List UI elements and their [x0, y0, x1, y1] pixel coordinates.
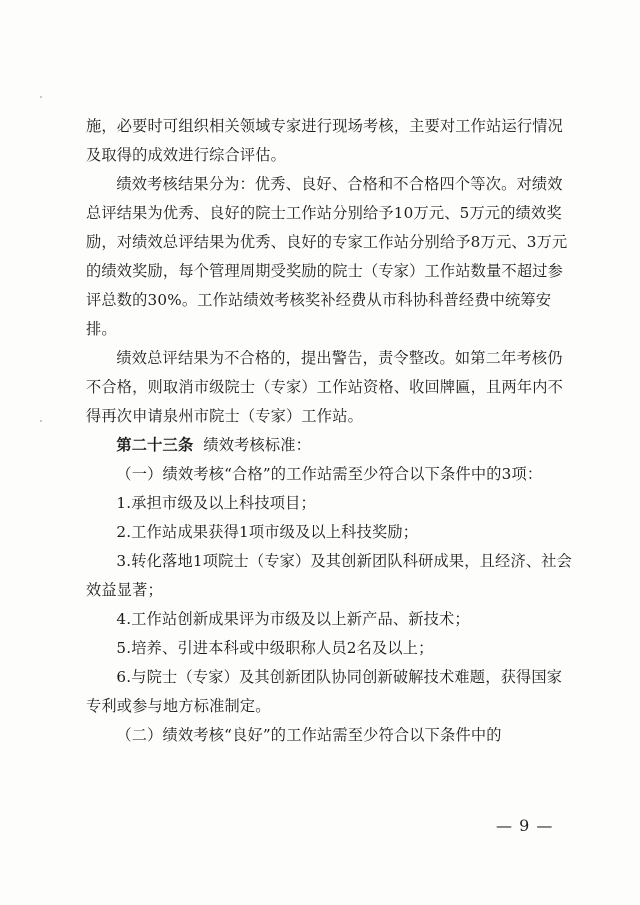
list-item: 1.承担市级及以上科技项目； — [116, 494, 316, 512]
list-item: 3.转化落地1项院士（专家）及其创新团队科研成果，且经济、社会效益显著； — [86, 552, 572, 599]
article-title: 绩效考核标准： — [203, 436, 312, 454]
section-good-intro: （二）绩效考核“良好”的工作站需至少符合以下条件中的 — [116, 726, 502, 744]
document-body — [86, 112, 572, 750]
article-number: 第二十三条 — [116, 436, 194, 454]
binding-mark — [40, 420, 42, 422]
paragraph-continuation: 施，必要时可组织相关领域专家进行现场考核，主要对工作站运行情况及取得的成效进行综合评估。 — [86, 117, 564, 164]
section-qualified-intro: （一）绩效考核“合格”的工作站需至少符合以下条件中的3项： — [116, 465, 543, 483]
list-item: 2.工作站成果获得1项市级及以上科技奖励； — [116, 523, 419, 541]
paragraph-unqualified: 绩效总评结果为不合格的，提出警告，责令整改。如第二年考核仍不合格，则取消市级院士（专家）工作站资格、收回牌匾，且两年内不得再次申请泉州市院士（专家）工作站。 — [86, 349, 564, 425]
binding-mark — [40, 96, 42, 98]
qualified-conditions-list — [86, 489, 572, 721]
paragraph-results-grades: 绩效考核结果分为：优秀、良好、合格和不合格四个等次。对绩效总评结果为优秀、良好的院士工作站分别给予10万元、5万元的绩效奖励，对绩效总评结果为优秀、良好的专家工作站分别给予8万元、3万元的绩效奖励，每个管理周期受奖励的院士（专家）工作站数量不超过参评总数的30%。工作站绩效考核奖补经费从市科协科普经费中统筹安排。 — [86, 175, 568, 338]
list-item: 4.工作站创新成果评为市级及以上新产品、新技术； — [116, 610, 470, 628]
list-item: 5.培养、引进本科或中级职称人员2名及以上； — [116, 639, 434, 657]
article-heading — [86, 431, 572, 460]
list-item: 6.与院士（专家）及其创新团队协同创新破解技术难题，获得国家专利或参与地方标准制定。 — [86, 668, 563, 715]
page-number: — 9 — — [496, 816, 554, 835]
